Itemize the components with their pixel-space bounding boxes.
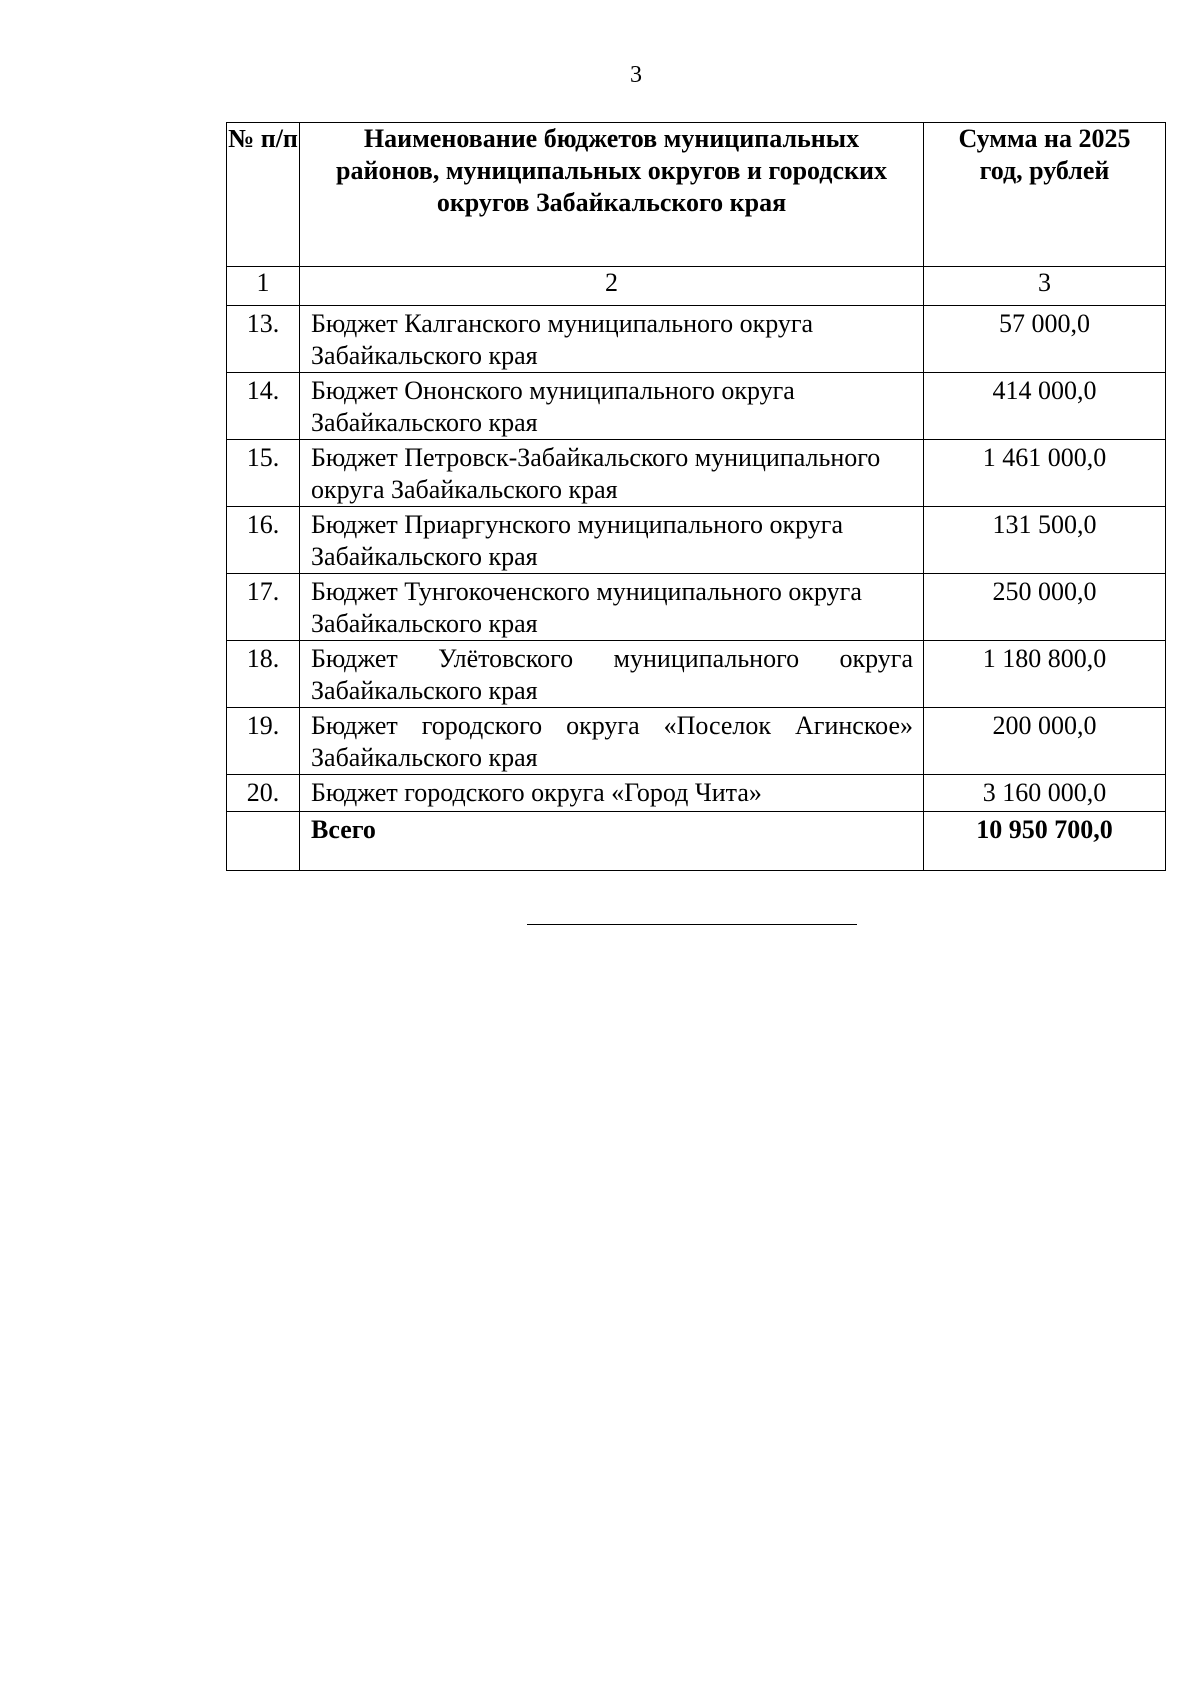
row-budget-name: Бюджет городского округа «Поселок Агинское» Забайкальского края: [300, 708, 924, 775]
table-row: [227, 708, 1166, 775]
total-sum: 10 950 700,0: [924, 812, 1166, 871]
row-sum: 3 160 000,0: [924, 775, 1166, 812]
row-budget-name: Бюджет Улётовского муниципального округа Забайкальского края: [300, 641, 924, 708]
total-label: Всего: [300, 812, 924, 871]
row-number: 15.: [227, 440, 300, 507]
row-number: 14.: [227, 373, 300, 440]
table-row: [227, 306, 1166, 373]
column-index-1: 1: [227, 267, 300, 306]
row-budget-name: Бюджет Петровск-Забайкальского муниципального округа Забайкальского края: [300, 440, 924, 507]
row-budget-name: Бюджет городского округа «Город Чита»: [300, 775, 924, 812]
table-row: [227, 440, 1166, 507]
row-sum: 200 000,0: [924, 708, 1166, 775]
row-number: 13.: [227, 306, 300, 373]
header-sum: Сумма на 2025 год, рублей: [924, 123, 1166, 267]
row-number: 16.: [227, 507, 300, 574]
table-row: [227, 507, 1166, 574]
row-number: 18.: [227, 641, 300, 708]
header-budget-name: Наименование бюджетов муниципальных районов, муниципальных округов и городских округов Забайкальского края: [300, 123, 924, 267]
header-number: № п/п: [227, 123, 300, 267]
column-index-row: [227, 267, 1166, 306]
table-row: [227, 775, 1166, 812]
closing-line: [527, 924, 857, 925]
row-budget-name: Бюджет Калганского муниципального округа Забайкальского края: [300, 306, 924, 373]
row-sum: 414 000,0: [924, 373, 1166, 440]
row-budget-name: Бюджет Тунгокоченского муниципального округа Забайкальского края: [300, 574, 924, 641]
table-row: [227, 641, 1166, 708]
row-sum: 57 000,0: [924, 306, 1166, 373]
table-row: [227, 574, 1166, 641]
row-sum: 1 180 800,0: [924, 641, 1166, 708]
column-index-2: 2: [300, 267, 924, 306]
total-row: [227, 812, 1166, 871]
row-number: 20.: [227, 775, 300, 812]
row-sum: 1 461 000,0: [924, 440, 1166, 507]
row-sum: 131 500,0: [924, 507, 1166, 574]
table-header-row: [227, 123, 1166, 267]
total-number-cell: [227, 812, 300, 871]
column-index-3: 3: [924, 267, 1166, 306]
row-budget-name: Бюджет Приаргунского муниципального округа Забайкальского края: [300, 507, 924, 574]
row-number: 19.: [227, 708, 300, 775]
row-number: 17.: [227, 574, 300, 641]
row-budget-name: Бюджет Ононского муниципального округа Забайкальского края: [300, 373, 924, 440]
row-sum: 250 000,0: [924, 574, 1166, 641]
page-number: 3: [630, 62, 642, 88]
budget-allocation-table: [226, 122, 1166, 871]
table-row: [227, 373, 1166, 440]
